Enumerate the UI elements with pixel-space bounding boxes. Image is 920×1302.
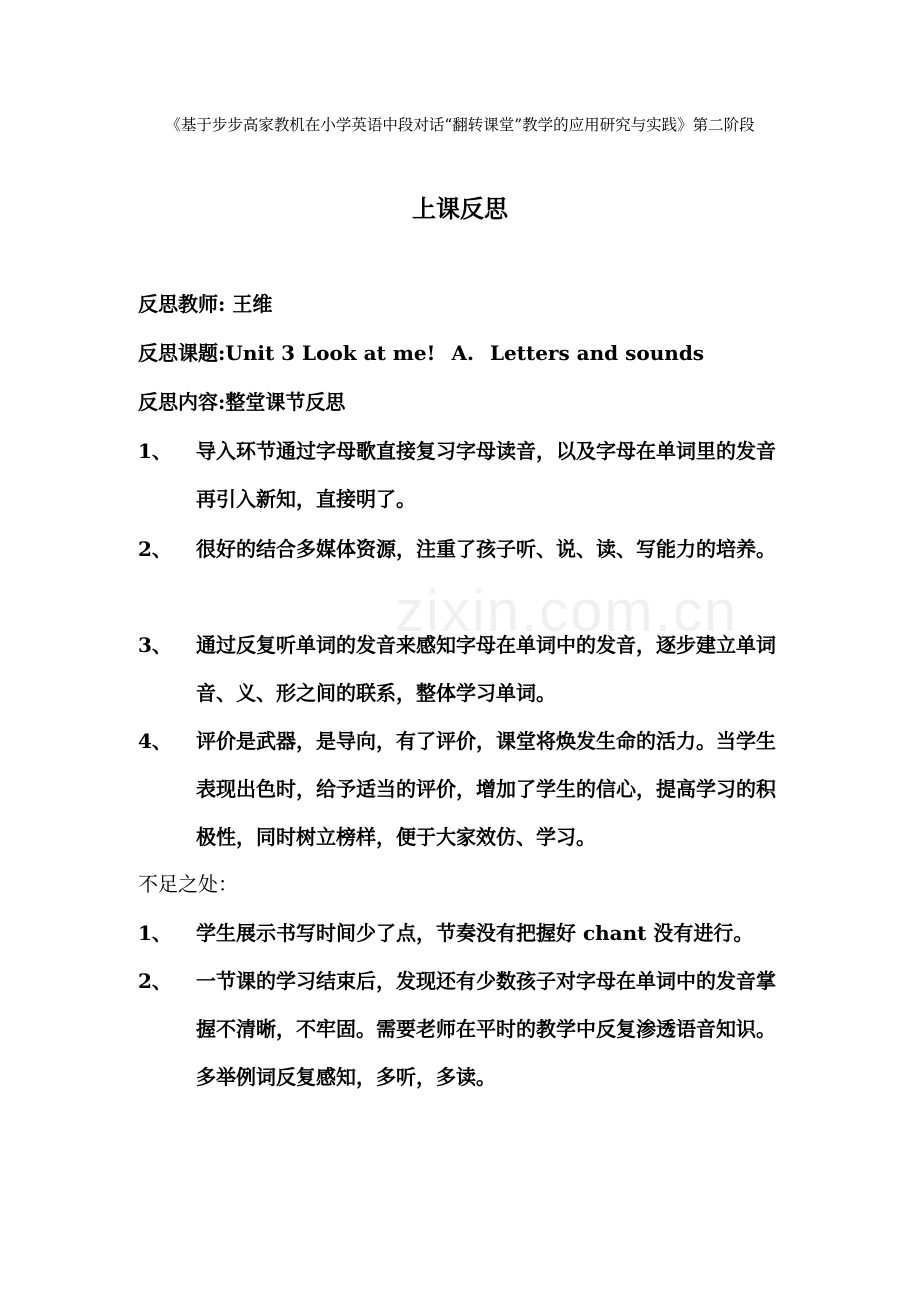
reflection-number: 2、 [138,537,172,561]
shortcoming-item [138,957,788,1101]
reflection-item [138,525,788,573]
reflection-item [138,621,788,717]
shortcoming-number: 1、 [138,921,172,945]
content-label: 反思内容: [138,390,226,414]
reflection-text: 评价是武器，是导向，有了评价，课堂将焕发生命的活力。当学生表现出色时，给予适当的评价，增加了学生的信心，提高学习的积极性，同时树立榜样，便于大家效仿、学习。 [196,729,776,849]
shortcomings-label: 不足之处： [138,872,238,896]
topic-label: 反思课题: [138,341,226,365]
teacher-row [138,290,272,318]
shortcoming-item [138,909,788,957]
reflection-text: 通过反复听单词的发音来感知字母在单词中的发音，逐步建立单词音、义、形之间的联系，整体学习单词。 [196,633,776,705]
watermark: zixin.com.cn [395,579,739,644]
shortcoming-number: 2、 [138,969,172,993]
topic-unit: Unit 3 Look at me! [225,341,436,365]
document-header: 《基于步步高家教机在小学英语中段对话“翻转课堂”教学的应用研究与实践》第二阶段 [165,116,755,134]
reflection-item [138,717,788,861]
shortcoming-text: 学生展示书写时间少了点，节奏没有把握好 chant 没有进行。 [196,921,754,945]
teacher-label: 反思教师: [138,292,226,316]
topic-section: A. [451,341,474,365]
reflection-number: 3、 [138,633,172,657]
teacher-name: 王维 [232,292,273,316]
content-row [138,388,345,416]
shortcoming-text: 一节课的学习结束后，发现还有少数孩子对字母在单词中的发音掌握不清晰，不牢固。需要老师在平时的教学中反复渗透语音知识。多举例词反复感知，多听，多读。 [196,969,776,1089]
reflection-number: 4、 [138,729,172,753]
reflection-text: 导入环节通过字母歌直接复习字母读音，以及字母在单词里的发音再引入新知，直接明了。 [196,439,776,511]
content-value: 整堂课节反思 [225,390,346,414]
document-title: 上课反思 [412,194,508,223]
topic-row [138,339,704,367]
reflection-number: 1、 [138,439,172,463]
reflection-text: 很好的结合多媒体资源，注重了孩子听、说、读、写能力的培养。 [196,537,776,561]
topic-name: Letters and sounds [489,341,705,365]
reflection-item [138,427,788,523]
